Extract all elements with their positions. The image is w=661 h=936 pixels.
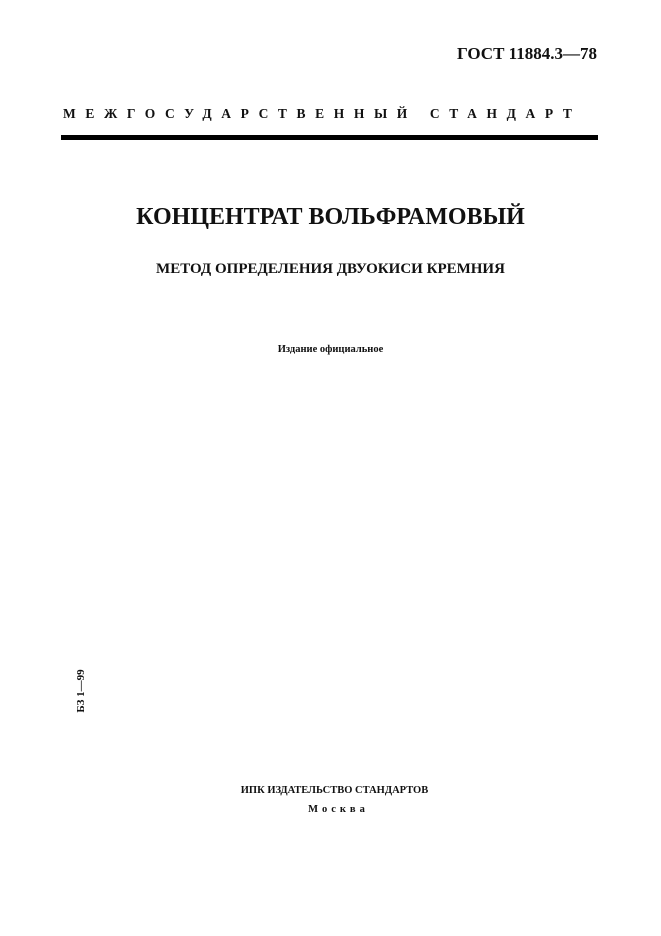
edition-note: Издание официальное (277, 344, 384, 355)
standard-type: МЕЖГОСУДАРСТВЕННЫЙ СТАНДАРТ (63, 106, 582, 121)
side-stamp: БЗ 1—99 (75, 669, 87, 713)
publisher: ИПК ИЗДАТЕЛЬСТВО СТАНДАРТОВ (240, 785, 429, 796)
document-title: КОНЦЕНТРАТ ВОЛЬФРАМОВЫЙ (136, 204, 525, 230)
document-subtitle: МЕТОД ОПРЕДЕЛЕНИЯ ДВУОКИСИ КРЕМНИЯ (156, 261, 505, 277)
header-rule (61, 135, 598, 140)
publisher-city: Москва (308, 804, 369, 815)
standard-code: ГОСТ 11884.3—78 (456, 44, 597, 63)
